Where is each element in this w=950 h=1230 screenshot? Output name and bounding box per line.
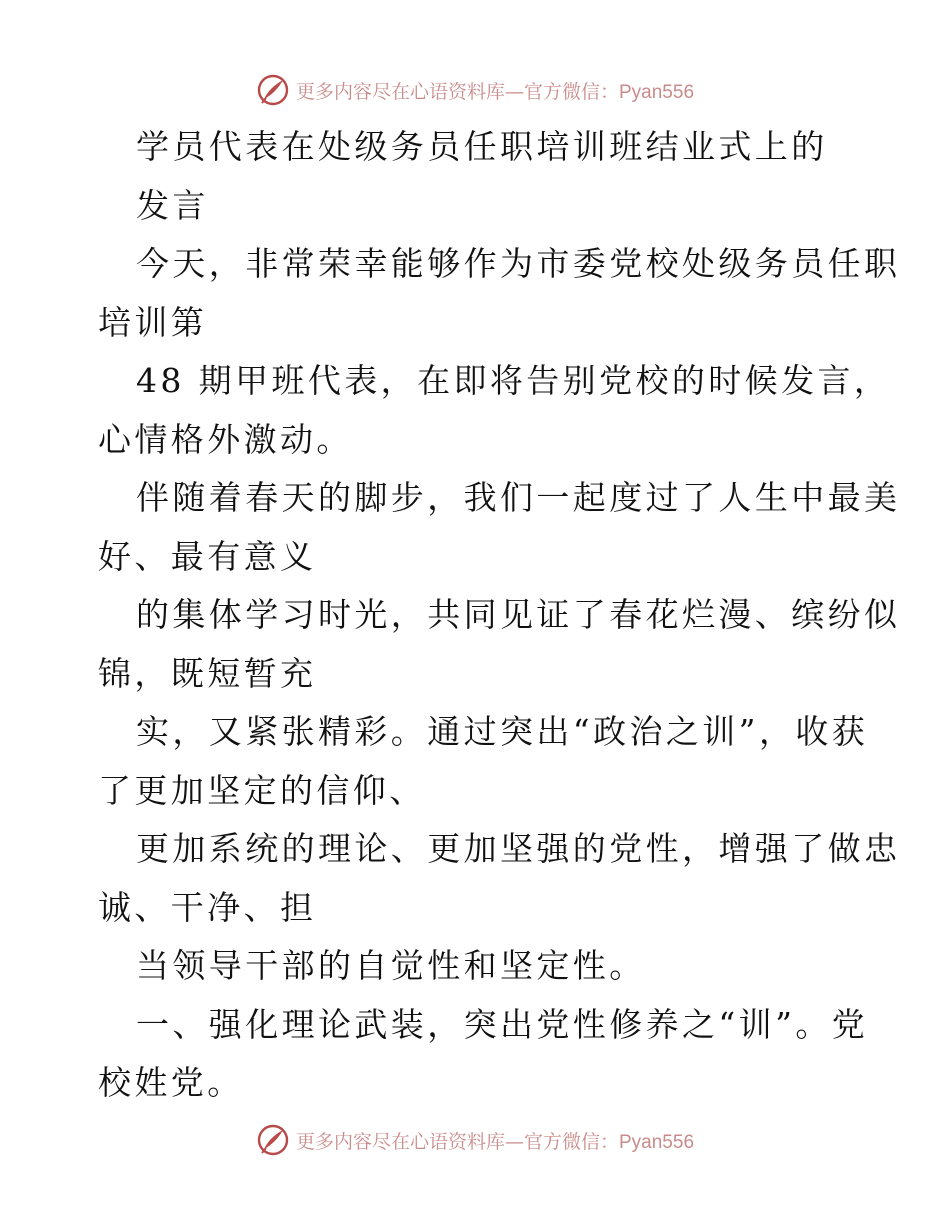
document-body [98, 118, 901, 1113]
text-line: 学员代表在处级务员任职培训班结业式上的 [136, 127, 828, 166]
quill-logo-icon [256, 1123, 290, 1157]
watermark-text: 更多内容尽在心语资料库—官方微信：Pyan556 [295, 80, 695, 103]
text-line: 培训第 [98, 302, 208, 342]
text-line: 的集体学习时光，共同见证了春花烂漫、缤纷似 [136, 595, 901, 634]
watermark-group [256, 1123, 694, 1157]
header-watermark [0, 70, 950, 110]
text-line: 发言 [136, 185, 209, 225]
text-line: 好、最有意义 [98, 536, 317, 576]
quill-logo-icon [256, 73, 290, 107]
watermark-group [256, 73, 694, 107]
text-line: 了更加坚定的信仰、 [98, 770, 426, 810]
text-line: 一、强化理论武装，突出党性修养之“训”。党 [136, 1004, 869, 1044]
text-line: 更加系统的理论、更加坚强的党性，增强了做忠 [136, 829, 901, 868]
text-line: 诚、干净、担 [98, 887, 317, 927]
wechat-id: Pyan556 [619, 81, 695, 103]
text-line: 锦，既短暂充 [98, 653, 317, 693]
wechat-id: Pyan556 [619, 1131, 695, 1153]
text-line: 当领导干部的自觉性和坚定性。 [136, 946, 646, 985]
text-line: 48 期甲班代表，在即将告别党校的时候发言， [136, 361, 891, 400]
watermark-text: 更多内容尽在心语资料库—官方微信：Pyan556 [295, 1130, 695, 1153]
text-line: 校姓党。 [98, 1063, 244, 1102]
text-line: 心情格外激动。 [98, 419, 353, 459]
footer-watermark [0, 1120, 950, 1160]
text-line: 伴随着春天的脚步，我们一起度过了人生中最美 [136, 478, 901, 517]
text-line: 今天，非常荣幸能够作为市委党校处级务员任职 [136, 244, 901, 283]
text-line: 实，又紧张精彩。通过突出“政治之训”，收获 [136, 712, 869, 751]
